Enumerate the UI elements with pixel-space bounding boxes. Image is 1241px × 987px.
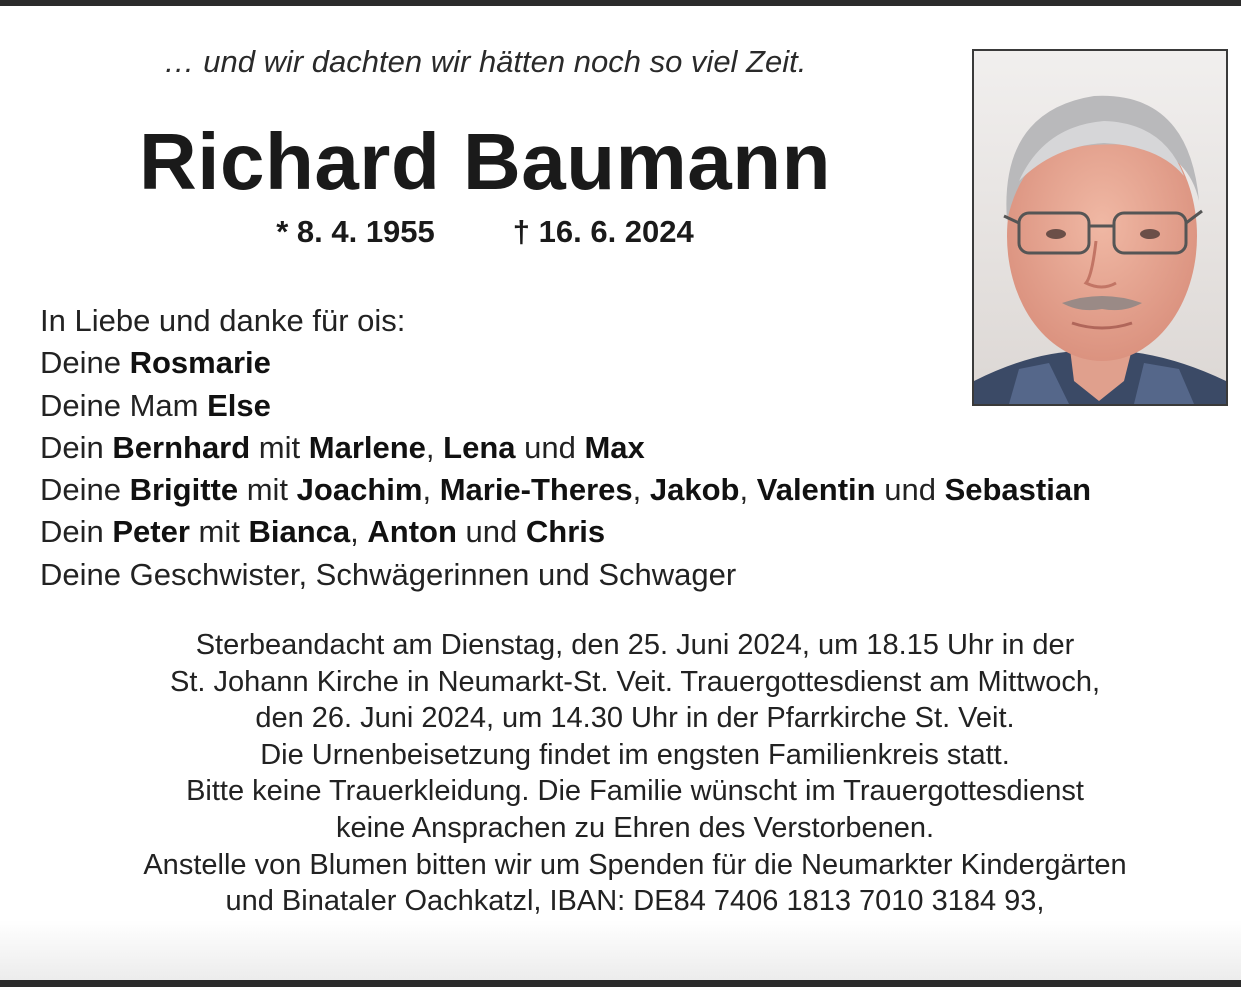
bottom-shade: [0, 920, 1241, 980]
mourner-line: [40, 469, 1091, 511]
mourner-text: Deine Mam: [40, 387, 208, 423]
mourner-text: mit: [189, 514, 249, 550]
mourner-name: Peter: [112, 514, 190, 550]
notice-line: Sterbeandacht am Dienstag, den 25. Juni 2024, um 18.15 Uhr in der: [195, 629, 1075, 661]
mourner-name: Joachim: [296, 472, 423, 508]
mourner-name: Chris: [525, 514, 606, 550]
mourner-text: Dein: [40, 514, 113, 550]
mourners-intro: In Liebe und danke für ois:: [40, 303, 406, 338]
mourner-text: Dein: [40, 429, 113, 465]
top-border: [0, 0, 1241, 6]
notice-line: und Binataler Oachkatzl, IBAN: DE84 7406 1813 7010 3184 93,: [225, 885, 1045, 918]
notice-line: den 26. Juni 2024, um 14.30 Uhr in der Pfarrkirche St. Veit.: [255, 702, 1015, 735]
mourner-text: mit: [250, 429, 309, 465]
notice-line: St. Johann Kirche in Neumarkt-St. Veit. Trauergottesdienst am Mittwoch,: [169, 665, 1101, 698]
mourner-name: Bernhard: [112, 429, 251, 465]
mourner-text: mit: [238, 472, 297, 508]
mourner-name: Marlene: [308, 429, 426, 465]
mourner-text: ,: [739, 472, 757, 508]
mourner-text: und: [875, 472, 945, 508]
mourner-line: [40, 554, 1091, 596]
mourner-text: ,: [422, 472, 440, 508]
mourner-text: Deine: [40, 472, 130, 508]
mourner-text: ,: [632, 472, 650, 508]
mourner-text: und: [515, 429, 585, 465]
mourner-line: [40, 511, 1091, 553]
mourner-name: Anton: [367, 514, 457, 550]
mourners-list: [40, 300, 1091, 596]
mourner-name: Max: [584, 429, 645, 465]
mourner-name: Brigitte: [129, 472, 239, 508]
death-date: † 16. 6. 2024: [512, 214, 694, 249]
mourner-name: Marie-Theres: [439, 472, 633, 508]
mourner-name: Lena: [443, 429, 516, 465]
notice-line: Anstelle von Blumen bitten wir um Spenden für die Neumarkter Kindergärten: [143, 848, 1127, 881]
life-dates: [0, 214, 970, 250]
mourner-name: Sebastian: [944, 472, 1092, 508]
notice-line: keine Ansprachen zu Ehren des Verstorbenen.: [335, 811, 935, 844]
mourner-line: [40, 385, 1091, 427]
mourner-line: [40, 342, 1091, 384]
motto-quote: … und wir dachten wir hätten noch so viel Zeit.: [163, 44, 807, 79]
mourner-text: Deine: [40, 345, 130, 381]
deceased-name: Richard Baumann: [138, 117, 832, 206]
mourner-text: ,: [350, 514, 368, 550]
mourner-text: und: [456, 514, 526, 550]
mourner-name: Rosmarie: [129, 345, 271, 381]
mourner-name: Valentin: [756, 472, 876, 508]
mourner-text: ,: [425, 429, 444, 465]
notice-line: Die Urnenbeisetzung findet im engsten Familienkreis statt.: [260, 738, 1010, 771]
mourner-text: Deine Geschwister, Schwägerinnen und Schwager: [40, 556, 737, 592]
mourner-name: Jakob: [649, 472, 740, 508]
mourner-line: [40, 427, 1091, 469]
bottom-border: [0, 980, 1241, 987]
service-notice: [0, 627, 1241, 956]
notice-line: Bitte keine Trauerkleidung. Die Familie wünscht im Trauergottesdienst: [186, 775, 1084, 808]
mourner-name: Else: [207, 387, 271, 423]
mourner-name: Bianca: [248, 514, 351, 550]
birth-date: * 8. 4. 1955: [276, 214, 435, 249]
